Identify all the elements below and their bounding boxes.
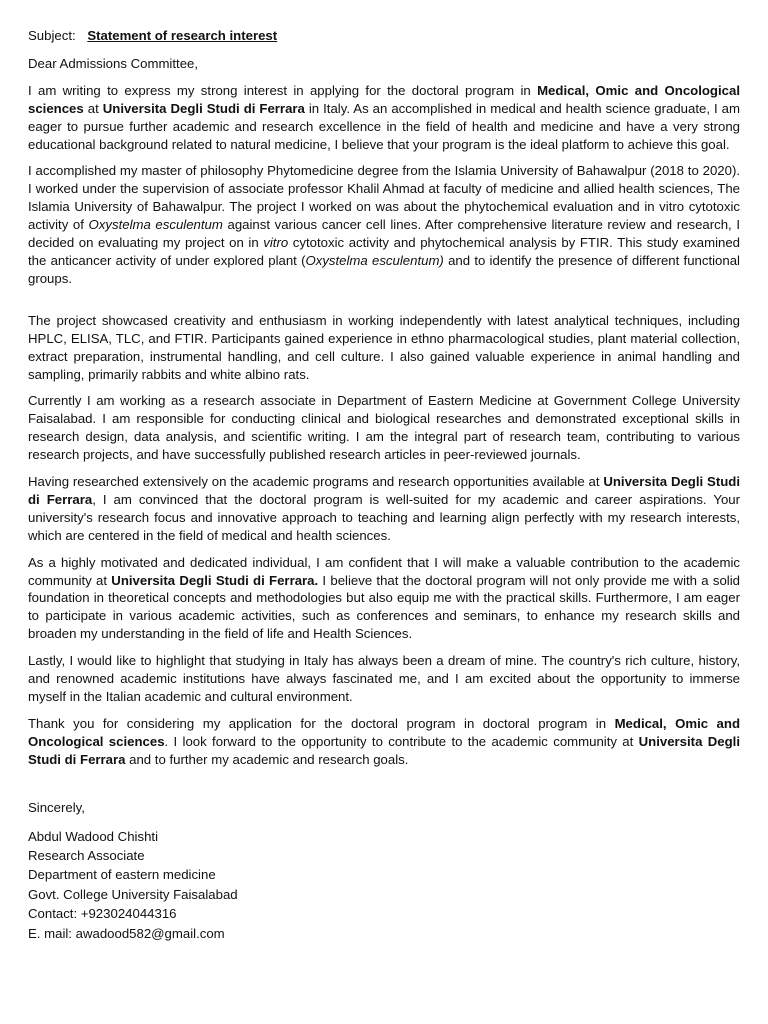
text-run: Thank you for considering my application for the doctoral program in doctoral program in xyxy=(28,715,615,731)
signature-institution: Govt. College University Faisalabad xyxy=(28,886,238,902)
university-name: Universita Degli Studi di Ferrara xyxy=(28,733,740,767)
paragraph-contribution xyxy=(28,554,740,644)
text-run: Having researched extensively on the academic programs and research opportunities available at xyxy=(28,474,604,490)
signature-department: Department of eastern medicine xyxy=(28,867,216,883)
text-run: I am writing to express my strong interest in applying for the doctoral program in xyxy=(28,82,538,98)
program-name: Medical, Omic and Oncological sciences xyxy=(28,82,740,116)
text-run: against various cancer cell lines. After comprehensive literature review and research, I decided on evaluating my project on in xyxy=(28,217,740,251)
subject-line xyxy=(28,27,740,45)
text-run: , I am convinced that the doctoral program is well-suited for my academic and career aspirations. Your university's research focus and innovative approach to teaching and learning align perfectly with my research interests, which are centered in the field of medical and health sciences. xyxy=(28,491,741,543)
text-run: in Italy. As an accomplished in medical and health science graduate, I am eager to pursue further academic and research excellence in the field of health and medicine and have a very strong educational background related to natural medicine, I believe that your program is the ideal platform to achieve this goal. xyxy=(28,100,740,152)
salutation: Dear Admissions Committee, xyxy=(28,55,199,71)
paragraph-project: The project showcased creativity and enthusiasm in working independently with latest analytical techniques, including HPLC, ELISA, TLC, and FTIR. Participants gained experience in ethno pharmacological studies, plant material collection, extract preparation, instrumental handling, and cell culture. I also gained valuable experience in animal handling and sampling, primarily rabbits and white albino rats. xyxy=(28,312,740,382)
university-name: Universita Degli Studi di Ferrara. xyxy=(111,572,319,588)
subject-title: Statement of research interest xyxy=(87,28,278,43)
text-run: As a highly motivated and dedicated individual, I am confident that I will make a valuable contribution to the academic community at xyxy=(28,554,740,588)
signature-title: Research Associate xyxy=(28,847,145,863)
species-name: Oxystelma esculentum) xyxy=(305,252,444,268)
text-run: at xyxy=(83,100,103,116)
text-run: I accomplished my master of philosophy Phytomedicine degree from the Islamia University of Bahawalpur (2018 to 2020). I worked under the supervision of associate professor Khalil Ahmad at faculty of medicine and allied health sciences, The Islamia University of Bahawalpur. The project I worked on was about the phytochemical evaluation and in vitro cytotoxic activity of xyxy=(28,163,740,233)
paragraph-masters xyxy=(28,162,740,287)
letter-page xyxy=(28,27,740,943)
italic-term: vitro xyxy=(263,235,289,251)
paragraph-italy: Lastly, I would like to highlight that studying in Italy has always been a dream of mine. The country's rich culture, history, and renowned academic institutions have always fascinated me, and I am excited about the opportunity to immerse myself in the Italian academic and cultural environment. xyxy=(28,653,740,704)
text-run: and to further my academic and research goals. xyxy=(125,751,409,767)
university-name: Universita Degli Studi di Ferrara xyxy=(102,100,305,116)
text-run: I believe that the doctoral program will not only provide me with a solid foundation in theoretical concepts and methodologies but also equip me with the practical skills. Furthermore, I am eager to participate in various academic activities, such as conferences and seminars, to enhance my research skills and broaden my understanding in the field of life and Health Sciences. xyxy=(28,572,740,642)
text-run: . I look forward to the opportunity to contribute to the academic community at xyxy=(164,733,639,749)
closing: Sincerely, xyxy=(28,799,85,815)
paragraph-thanks xyxy=(28,715,740,769)
text-run: and to identify the presence of different functional groups. xyxy=(28,252,740,286)
signature-block xyxy=(28,827,740,943)
paragraph-program-fit xyxy=(28,473,740,545)
university-name: Universita Degli Studi di Ferrara xyxy=(28,474,740,507)
signature-contact: Contact: +923024044316 xyxy=(28,906,177,922)
species-name: Oxystelma esculentum xyxy=(88,217,223,233)
text-run: cytotoxic activity and phytochemical analysis by FTIR. This study examined the anticancer activity of under explored plant ( xyxy=(28,235,741,268)
paragraph-current-role: Currently I am working as a research associate in Department of Eastern Medicine at Government College University Faisalabad. I am responsible for conducting clinical and biological researches and demonstrated exceptional skills in research design, data analysis, and scientific writing. I am the integral part of research team, contributing to various research projects, and have successfully published research articles in peer-reviewed journals. xyxy=(28,393,740,463)
paragraph-intro xyxy=(28,82,740,154)
program-name: Medical, Omic and Oncological sciences xyxy=(28,715,741,749)
signature-email: E. mail: awadood582@gmail.com xyxy=(28,925,225,941)
signature-name: Abdul Wadood Chishti xyxy=(28,828,158,844)
subject-label: Subject: xyxy=(28,28,76,43)
